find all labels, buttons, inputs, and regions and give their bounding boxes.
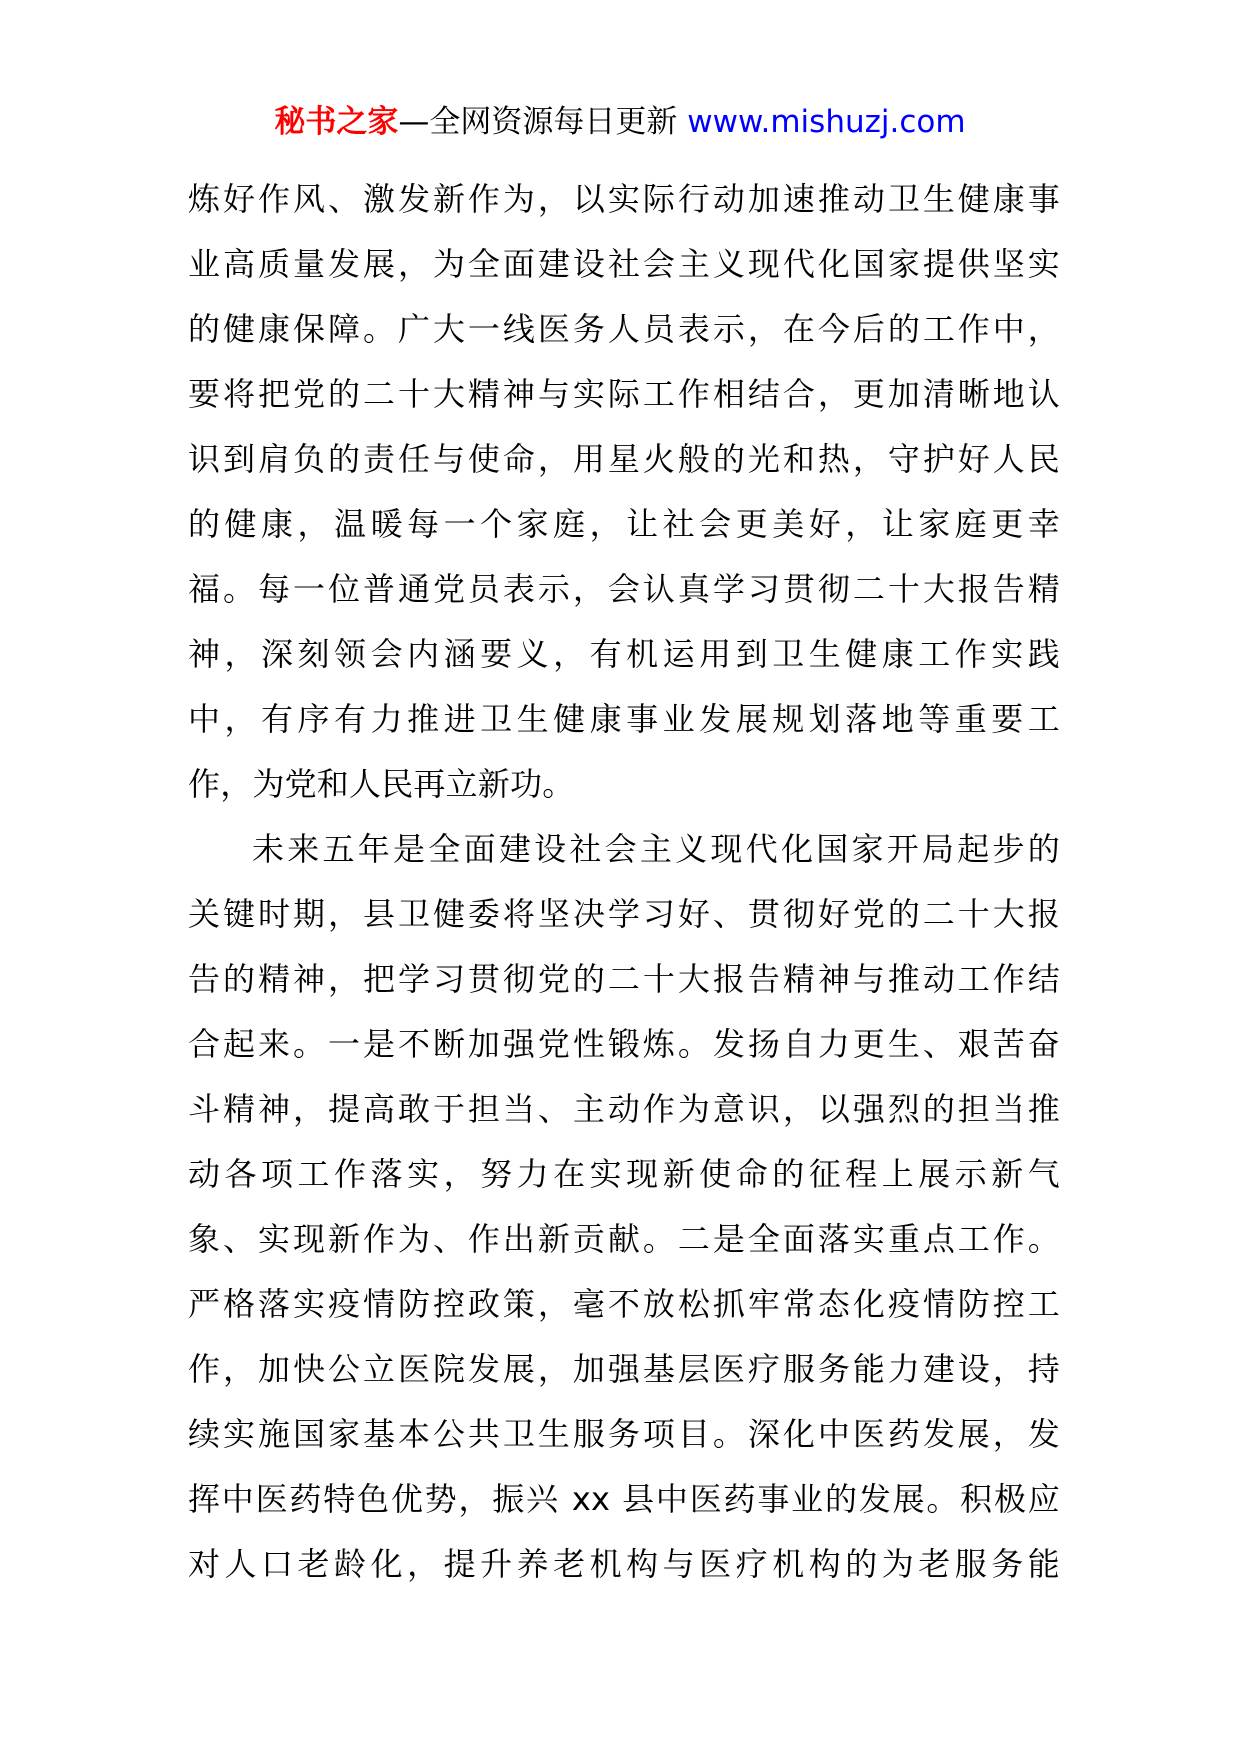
text-line: 业高质量发展，为全面建设社会主义现代化国家提供坚实 xyxy=(188,245,1060,283)
text-line: 告的精神，把学习贯彻党的二十大报告精神与推动工作结 xyxy=(188,960,1060,998)
page-header xyxy=(0,100,1240,144)
text-line: 炼好作风、激发新作为，以实际行动加速推动卫生健康事 xyxy=(188,180,1060,218)
text-line: 的健康保障。广大一线医务人员表示，在今后的工作中， xyxy=(188,310,1060,348)
header-brand: 秘书之家 xyxy=(274,104,399,140)
text-line: 合起来。一是不断加强党性锻炼。发扬自力更生、艰苦奋 xyxy=(188,1025,1060,1063)
text-line: 作，为党和人民再立新功。 xyxy=(188,765,575,803)
text-line: 严格落实疫情防控政策，毫不放松抓牢常态化疫情防控工 xyxy=(188,1285,1060,1323)
text-line: 神，深刻领会内涵要义，有机运用到卫生健康工作实践 xyxy=(188,635,1060,673)
text-line: 识到肩负的责任与使命，用星火般的光和热，守护好人民 xyxy=(188,440,1060,478)
header-site-link[interactable]: www.mishuzj.com xyxy=(687,104,966,140)
text-line: 关键时期，县卫健委将坚决学习好、贯彻好党的二十大报 xyxy=(188,895,1060,933)
text-line: 要将把党的二十大精神与实际工作相结合，更加清晰地认 xyxy=(188,375,1060,413)
text-line: 未来五年是全面建设社会主义现代化国家开局起步的 xyxy=(252,830,1060,868)
text-line: 的健康，温暖每一个家庭，让社会更美好，让家庭更幸 xyxy=(188,505,1060,543)
text-line: 动各项工作落实，努力在实现新使命的征程上展示新气 xyxy=(188,1155,1060,1193)
text-line: 福。每一位普通党员表示，会认真学习贯彻二十大报告精 xyxy=(188,570,1060,608)
text-line: 斗精神，提高敢于担当、主动作为意识，以强烈的担当推 xyxy=(188,1090,1060,1128)
text-line: 对人口老龄化，提升养老机构与医疗机构的为老服务能 xyxy=(188,1545,1060,1583)
body-text xyxy=(188,167,1060,1597)
text-line: 续实施国家基本公共卫生服务项目。深化中医药发展，发 xyxy=(188,1415,1060,1453)
text-line: 作，加快公立医院发展，加强基层医疗服务能力建设，持 xyxy=(188,1350,1060,1388)
text-line: 挥中医药特色优势，振兴 xx 县中医药事业的发展。积极应 xyxy=(188,1480,1060,1518)
text-line: 中，有序有力推进卫生健康事业发展规划落地等重要工 xyxy=(188,700,1060,738)
text-line: 象、实现新作为、作出新贡献。二是全面落实重点工作。 xyxy=(188,1220,1060,1258)
header-tagline: —全网资源每日更新 xyxy=(398,104,688,140)
